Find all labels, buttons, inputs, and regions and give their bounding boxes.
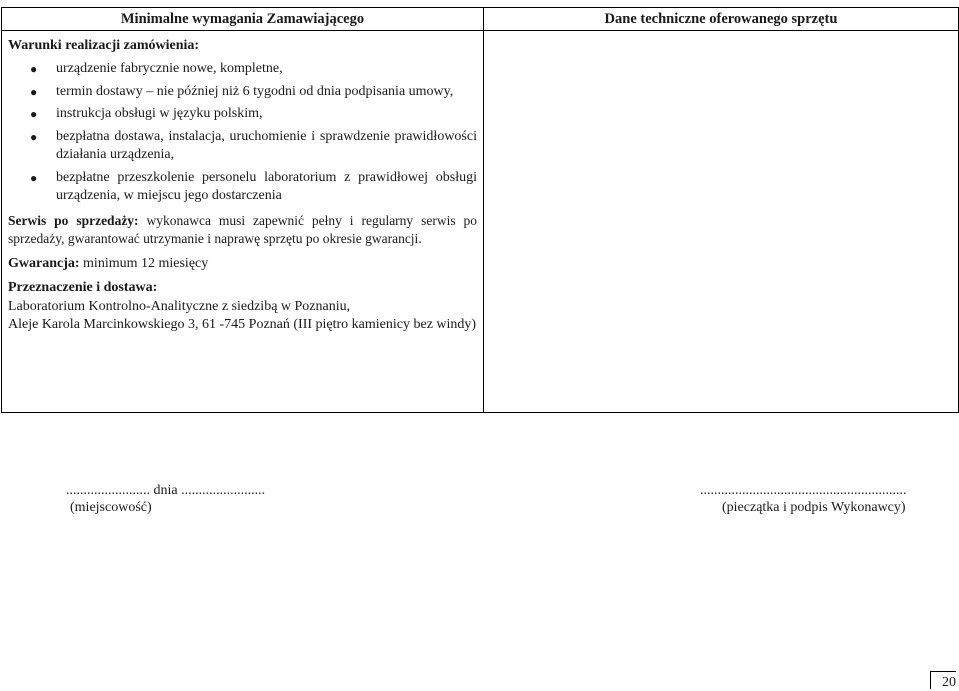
place-label: (miejscowość): [70, 500, 152, 515]
list-item: [8, 169, 477, 206]
service-text: wykonawca musi zapewnić pełny i regularny serwis po sprzedaży, gwarantować utrzymanie i naprawę sprzętu po okresie gwarancji.: [8, 212, 477, 246]
page-number: 20: [930, 671, 956, 689]
bullet-icon: ●: [30, 170, 38, 185]
bullet-icon: ●: [30, 84, 38, 99]
list-item: [8, 60, 477, 79]
requirements-table: [1, 7, 959, 413]
service-label: Serwis po sprzedaży:: [8, 212, 139, 228]
condition-text: bezpłatna dostawa, instalacja, uruchomienie i sprawdzenie prawidłowości działania urządzenia,: [56, 128, 477, 162]
conditions-list: [8, 60, 477, 206]
condition-text: urządzenie fabrycznie nowe, kompletne,: [56, 61, 283, 76]
offered-specs-cell[interactable]: [484, 31, 959, 413]
signature-label: (pieczątka i podpis Wykonawcy): [722, 500, 906, 515]
service-section: [8, 212, 477, 249]
warranty-text: minimum 12 miesięcy: [79, 255, 209, 271]
header-offered-specs: Dane techniczne oferowanego sprzętu: [484, 8, 959, 31]
signature-field: ...........................................................: [700, 483, 907, 498]
requirements-cell: [2, 31, 484, 413]
list-item: [8, 105, 477, 124]
destination-section: [8, 279, 477, 335]
header-requirements: Minimalne wymagania Zamawiającego: [2, 8, 484, 31]
warranty-section: [8, 255, 477, 274]
place-date-field: ........................ dnia ........................: [66, 483, 266, 498]
list-item: [8, 83, 477, 102]
condition-text: termin dostawy – nie później niż 6 tygodni od dnia podpisania umowy,: [56, 83, 454, 99]
list-item: [8, 128, 477, 165]
condition-text: instrukcja obsługi w języku polskim,: [56, 106, 263, 121]
destination-label: Przeznaczenie i dostawa:: [8, 280, 158, 295]
bullet-icon: ●: [30, 129, 38, 144]
destination-line-1: Laboratorium Kontrolno-Analityczne z siedzibą w Poznaniu,: [8, 298, 351, 314]
condition-text: bezpłatne przeszkolenie personelu laboratorium z prawidłowej obsługi urządzenia, w miejscu jego dostarczenia: [56, 169, 477, 203]
destination-line-2: Aleje Karola Marcinkowskiego 3, 61 -745 Poznań (III piętro kamienicy bez windy): [8, 317, 477, 332]
conditions-title: Warunki realizacji zamówienia:: [8, 38, 200, 53]
bullet-icon: ●: [30, 62, 38, 76]
bullet-icon: ●: [30, 107, 38, 121]
warranty-label: Gwarancja:: [8, 255, 80, 271]
